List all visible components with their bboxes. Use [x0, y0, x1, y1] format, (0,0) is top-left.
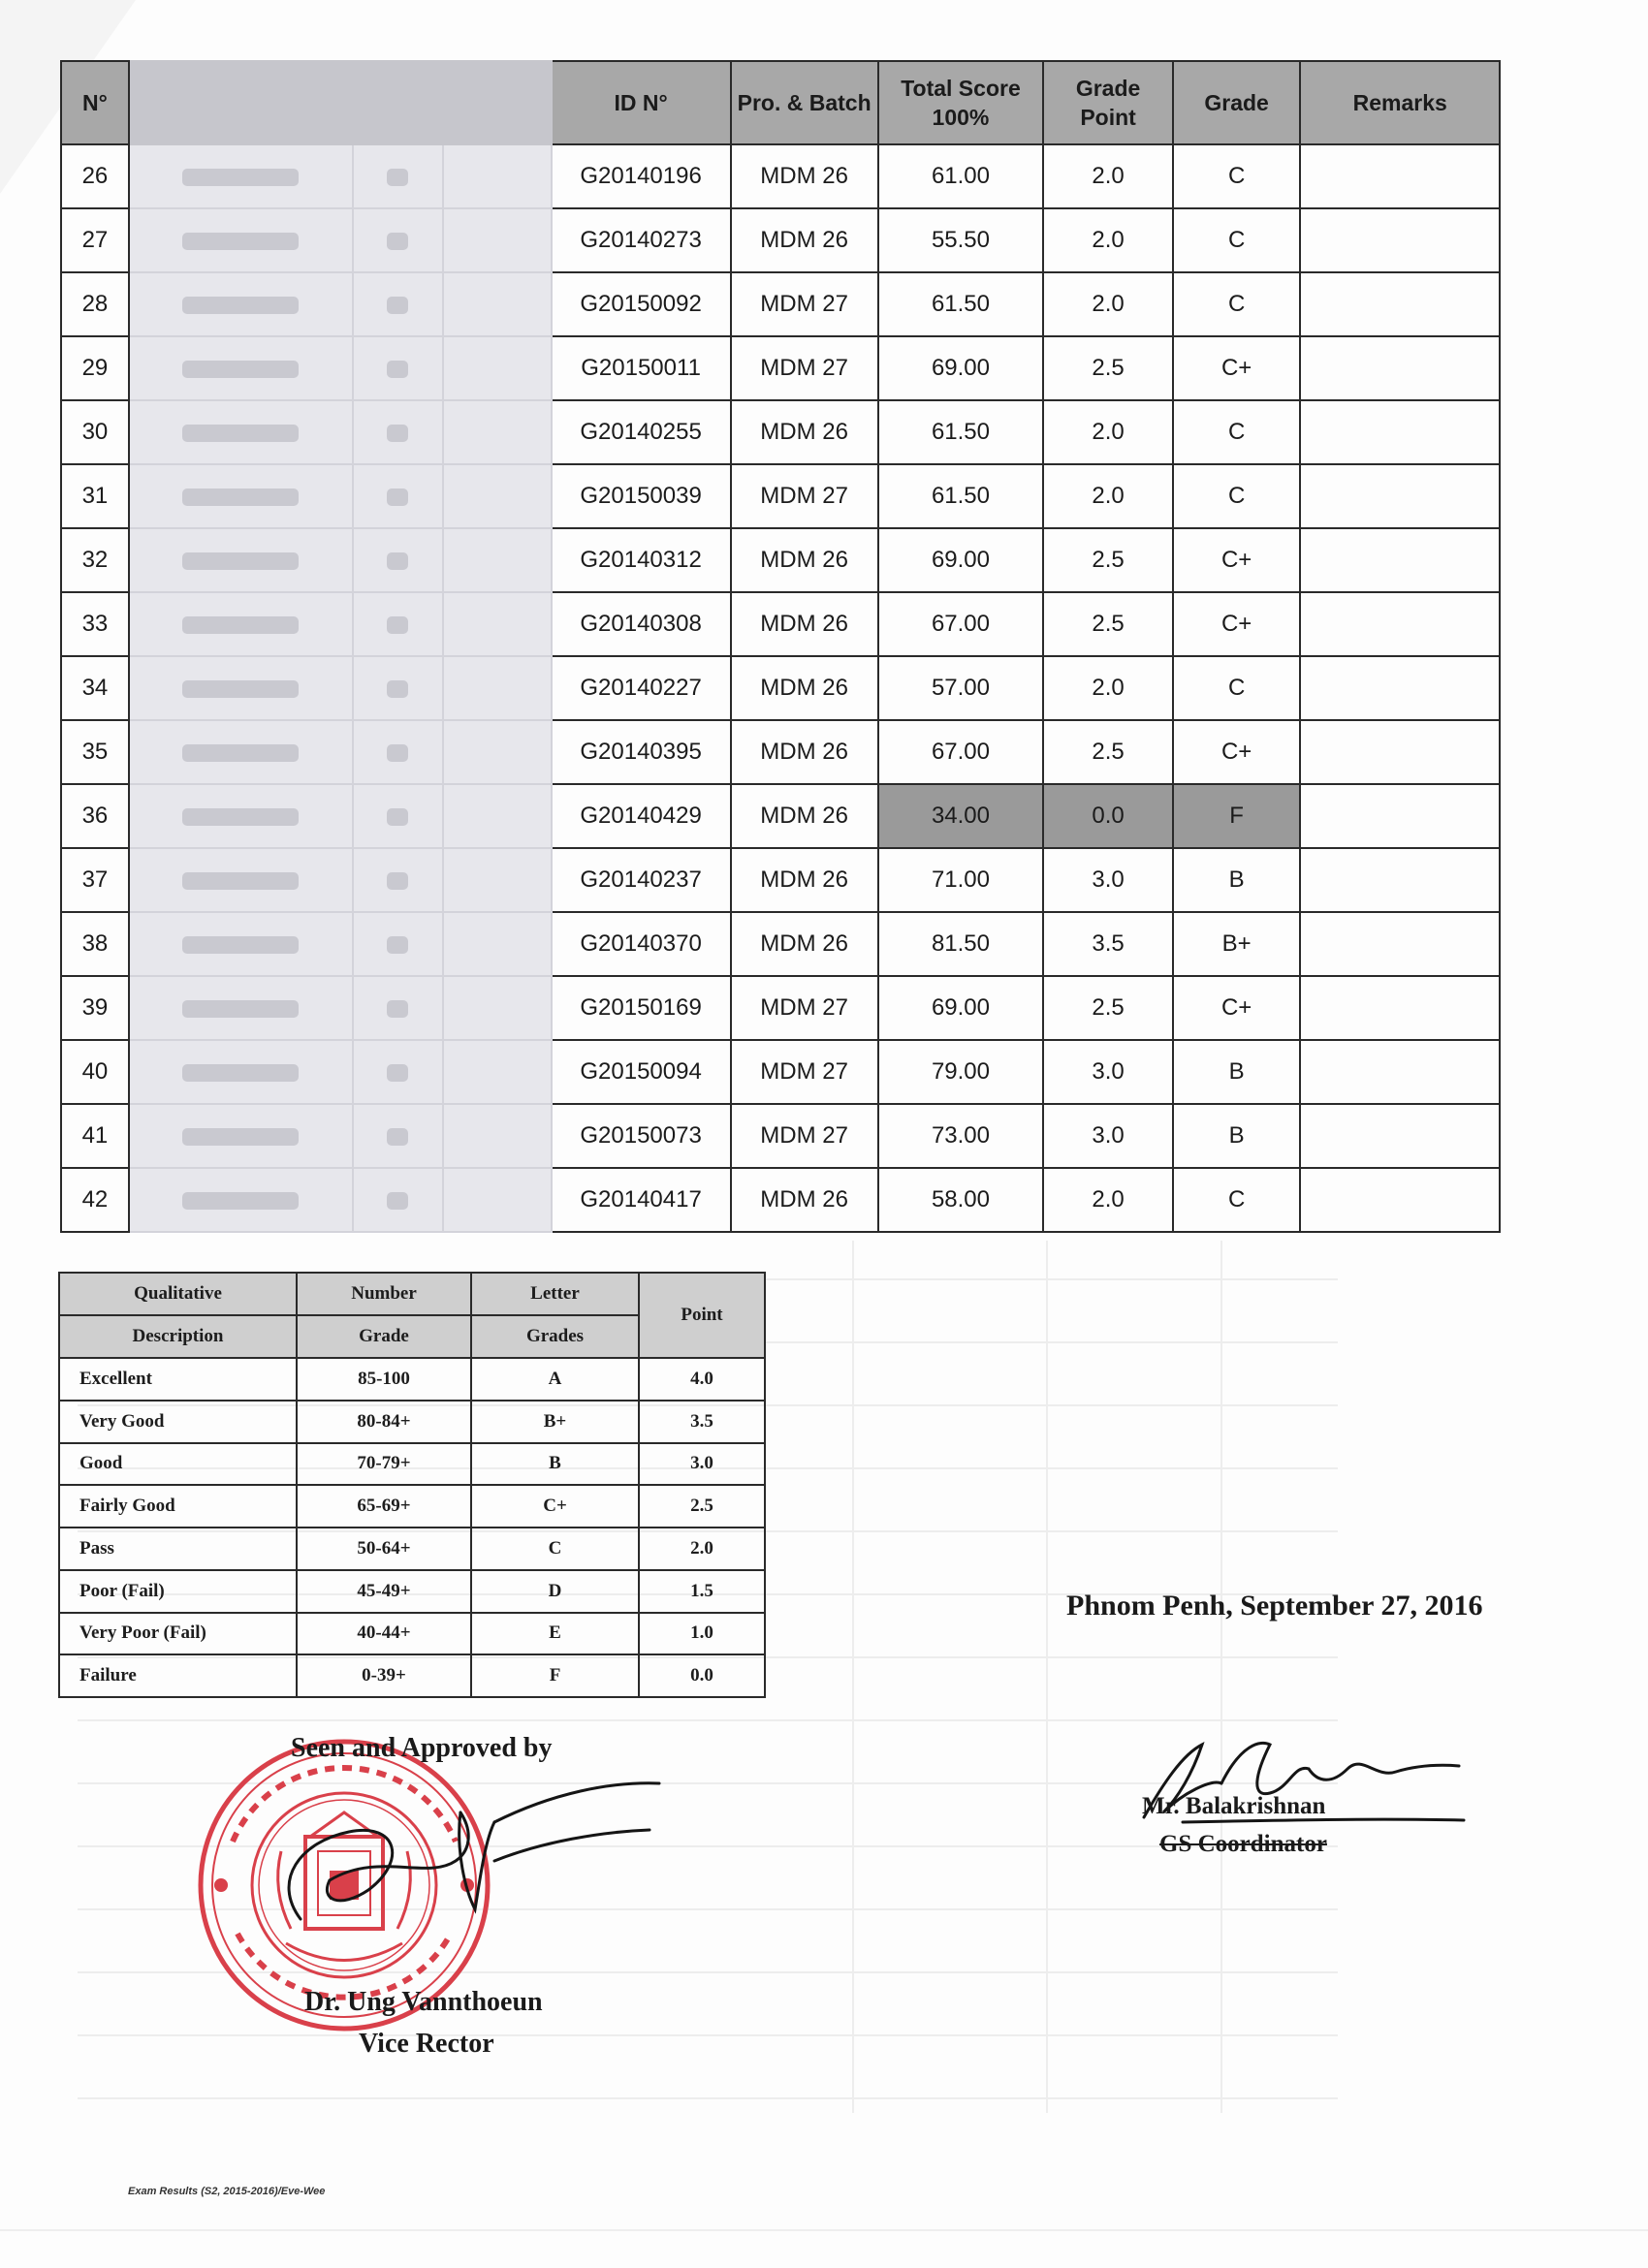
program-batch: MDM 26 — [731, 1168, 878, 1232]
header-remarks: Remarks — [1300, 61, 1500, 144]
row-number: 34 — [61, 656, 129, 720]
scale-header-letter: Letter — [471, 1273, 639, 1315]
scale-description: Fairly Good — [59, 1485, 297, 1528]
vice-rector-name: Dr. Ung Vannthoeun — [304, 1987, 543, 2017]
student-id: G20140429 — [552, 784, 731, 848]
scale-letter: A — [471, 1358, 639, 1401]
sex-redacted — [353, 1104, 442, 1168]
scale-row — [59, 1485, 765, 1528]
redacted-cell — [443, 1168, 552, 1232]
row-number: 36 — [61, 784, 129, 848]
scale-point: 3.0 — [639, 1443, 765, 1486]
program-batch: MDM 26 — [731, 144, 878, 208]
remarks-cell — [1300, 848, 1500, 912]
row-number: 26 — [61, 144, 129, 208]
table-row — [61, 400, 1500, 464]
remarks-cell — [1300, 1168, 1500, 1232]
table-row — [61, 848, 1500, 912]
redacted-cell — [443, 144, 552, 208]
footer-reference: Exam Results (S2, 2015-2016)/Eve-Wee — [128, 2186, 326, 2197]
sex-redacted — [353, 272, 442, 336]
scale-header-point: Point — [639, 1273, 765, 1358]
student-name-redacted — [129, 720, 353, 784]
student-name-redacted — [129, 400, 353, 464]
sex-redacted — [353, 848, 442, 912]
remarks-cell — [1300, 592, 1500, 656]
grade-point: 2.0 — [1043, 400, 1173, 464]
sex-redacted — [353, 784, 442, 848]
grade-point: 2.5 — [1043, 336, 1173, 400]
letter-grade: C — [1173, 272, 1301, 336]
student-name-redacted — [129, 848, 353, 912]
student-name-redacted — [129, 144, 353, 208]
row-number: 40 — [61, 1040, 129, 1104]
scale-row — [59, 1528, 765, 1570]
program-batch: MDM 26 — [731, 848, 878, 912]
redacted-cell — [443, 976, 552, 1040]
program-batch: MDM 26 — [731, 784, 878, 848]
scale-point: 2.5 — [639, 1485, 765, 1528]
remarks-cell — [1300, 1040, 1500, 1104]
header-program: Pro. & Batch — [731, 61, 878, 144]
results-table — [60, 60, 1501, 1233]
program-batch: MDM 26 — [731, 656, 878, 720]
row-number: 32 — [61, 528, 129, 592]
header-grade: Grade — [1173, 61, 1301, 144]
student-name-redacted — [129, 912, 353, 976]
header-score-line2: 100% — [932, 105, 990, 130]
total-score: 69.00 — [878, 336, 1044, 400]
redacted-cell — [443, 1040, 552, 1104]
student-name-redacted — [129, 272, 353, 336]
grade-point: 3.5 — [1043, 912, 1173, 976]
total-score: 69.00 — [878, 528, 1044, 592]
remarks-cell — [1300, 1104, 1500, 1168]
letter-grade: B+ — [1173, 912, 1301, 976]
student-name-redacted — [129, 784, 353, 848]
scale-description: Good — [59, 1443, 297, 1486]
grade-point: 2.0 — [1043, 144, 1173, 208]
redacted-cell — [443, 528, 552, 592]
scale-range: 85-100 — [297, 1358, 471, 1401]
letter-grade: C+ — [1173, 592, 1301, 656]
header-no: N° — [61, 61, 129, 144]
student-id: G20150092 — [552, 272, 731, 336]
total-score: 67.00 — [878, 592, 1044, 656]
sex-redacted — [353, 144, 442, 208]
total-score: 61.50 — [878, 400, 1044, 464]
scale-description: Failure — [59, 1654, 297, 1697]
redacted-cell — [443, 336, 552, 400]
program-batch: MDM 26 — [731, 720, 878, 784]
program-batch: MDM 26 — [731, 400, 878, 464]
student-name-redacted — [129, 528, 353, 592]
place-and-date: Phnom Penh, September 27, 2016 — [1066, 1590, 1483, 1622]
letter-grade: C — [1173, 464, 1301, 528]
redacted-cell — [443, 272, 552, 336]
redacted-cell — [443, 784, 552, 848]
row-number: 31 — [61, 464, 129, 528]
header-spacer-redacted — [443, 61, 552, 144]
sex-redacted — [353, 912, 442, 976]
total-score: 58.00 — [878, 1168, 1044, 1232]
remarks-cell — [1300, 144, 1500, 208]
student-name-redacted — [129, 1104, 353, 1168]
remarks-cell — [1300, 720, 1500, 784]
grade-point: 3.0 — [1043, 848, 1173, 912]
redacted-cell — [443, 1104, 552, 1168]
grade-point: 2.5 — [1043, 976, 1173, 1040]
scale-letter: C — [471, 1528, 639, 1570]
scale-range: 0-39+ — [297, 1654, 471, 1697]
sex-redacted — [353, 592, 442, 656]
sex-redacted — [353, 1040, 442, 1104]
letter-grade: B — [1173, 1104, 1301, 1168]
scale-row — [59, 1570, 765, 1613]
letter-grade: F — [1173, 784, 1301, 848]
redacted-cell — [443, 400, 552, 464]
letter-grade: C+ — [1173, 336, 1301, 400]
scale-row — [59, 1443, 765, 1486]
scale-header-description: Description — [59, 1315, 297, 1358]
student-id: G20150011 — [552, 336, 731, 400]
row-number: 35 — [61, 720, 129, 784]
scale-row — [59, 1358, 765, 1401]
table-row — [61, 656, 1500, 720]
letter-grade: C — [1173, 656, 1301, 720]
redacted-cell — [443, 464, 552, 528]
student-name-redacted — [129, 336, 353, 400]
scale-header-qualitative: Qualitative — [59, 1273, 297, 1315]
scale-row — [59, 1613, 765, 1655]
remarks-cell — [1300, 464, 1500, 528]
total-score: 34.00 — [878, 784, 1044, 848]
grade-point: 2.0 — [1043, 1168, 1173, 1232]
table-row — [61, 1168, 1500, 1232]
student-id: G20140308 — [552, 592, 731, 656]
remarks-cell — [1300, 272, 1500, 336]
sex-redacted — [353, 464, 442, 528]
grade-point: 2.5 — [1043, 528, 1173, 592]
program-batch: MDM 27 — [731, 976, 878, 1040]
header-grade-point — [1043, 61, 1173, 144]
grade-point: 3.0 — [1043, 1040, 1173, 1104]
student-id: G20150073 — [552, 1104, 731, 1168]
total-score: 71.00 — [878, 848, 1044, 912]
student-id: G20140255 — [552, 400, 731, 464]
grade-point: 3.0 — [1043, 1104, 1173, 1168]
grade-point: 2.0 — [1043, 208, 1173, 272]
scale-letter: D — [471, 1570, 639, 1613]
sex-redacted — [353, 208, 442, 272]
program-batch: MDM 27 — [731, 464, 878, 528]
program-batch: MDM 26 — [731, 528, 878, 592]
scale-point: 2.0 — [639, 1528, 765, 1570]
grade-point: 2.0 — [1043, 464, 1173, 528]
total-score: 79.00 — [878, 1040, 1044, 1104]
scale-description: Very Good — [59, 1401, 297, 1443]
table-row — [61, 592, 1500, 656]
redacted-cell — [443, 592, 552, 656]
letter-grade: C+ — [1173, 976, 1301, 1040]
remarks-cell — [1300, 208, 1500, 272]
redacted-cell — [443, 912, 552, 976]
student-name-redacted — [129, 464, 353, 528]
scale-header-number: Number — [297, 1273, 471, 1315]
letter-grade: C+ — [1173, 720, 1301, 784]
remarks-cell — [1300, 656, 1500, 720]
header-sex-redacted — [353, 61, 442, 144]
scale-range: 50-64+ — [297, 1528, 471, 1570]
table-row — [61, 528, 1500, 592]
program-batch: MDM 27 — [731, 1040, 878, 1104]
sex-redacted — [353, 336, 442, 400]
bottom-rule — [0, 2229, 1648, 2231]
scale-description: Poor (Fail) — [59, 1570, 297, 1613]
header-score-line1: Total Score — [901, 76, 1021, 101]
total-score: 57.00 — [878, 656, 1044, 720]
letter-grade: C — [1173, 208, 1301, 272]
header-gp-line2: Point — [1080, 105, 1136, 130]
sex-redacted — [353, 400, 442, 464]
grade-point: 2.0 — [1043, 656, 1173, 720]
scale-header-grades: Grades — [471, 1315, 639, 1358]
scale-range: 40-44+ — [297, 1613, 471, 1655]
vice-rector-title: Vice Rector — [359, 2029, 494, 2059]
remarks-cell — [1300, 976, 1500, 1040]
sex-redacted — [353, 1168, 442, 1232]
row-number: 33 — [61, 592, 129, 656]
student-id: G20140237 — [552, 848, 731, 912]
coordinator-name: Mr. Balakrishnan — [1142, 1793, 1326, 1819]
seen-and-approved-heading: Seen and Approved by — [291, 1733, 553, 1763]
scale-header-row-1 — [59, 1273, 765, 1315]
scale-point: 1.5 — [639, 1570, 765, 1613]
remarks-cell — [1300, 528, 1500, 592]
remarks-cell — [1300, 336, 1500, 400]
program-batch: MDM 26 — [731, 912, 878, 976]
scale-point: 4.0 — [639, 1358, 765, 1401]
total-score: 61.50 — [878, 272, 1044, 336]
row-number: 39 — [61, 976, 129, 1040]
remarks-cell — [1300, 912, 1500, 976]
scale-description: Very Poor (Fail) — [59, 1613, 297, 1655]
program-batch: MDM 26 — [731, 208, 878, 272]
letter-grade: C+ — [1173, 528, 1301, 592]
table-row — [61, 1040, 1500, 1104]
table-row — [61, 1104, 1500, 1168]
total-score: 67.00 — [878, 720, 1044, 784]
total-score: 73.00 — [878, 1104, 1044, 1168]
student-id: G20140312 — [552, 528, 731, 592]
table-row — [61, 784, 1500, 848]
header-name-redacted — [129, 61, 353, 144]
scale-row — [59, 1654, 765, 1697]
scale-letter: B — [471, 1443, 639, 1486]
scale-range: 70-79+ — [297, 1443, 471, 1486]
grade-point: 2.5 — [1043, 720, 1173, 784]
program-batch: MDM 27 — [731, 1104, 878, 1168]
table-row — [61, 336, 1500, 400]
row-number: 42 — [61, 1168, 129, 1232]
table-row — [61, 976, 1500, 1040]
student-id: G20140273 — [552, 208, 731, 272]
student-name-redacted — [129, 208, 353, 272]
row-number: 28 — [61, 272, 129, 336]
letter-grade: C — [1173, 144, 1301, 208]
row-number: 41 — [61, 1104, 129, 1168]
student-name-redacted — [129, 592, 353, 656]
total-score: 69.00 — [878, 976, 1044, 1040]
scale-letter: E — [471, 1613, 639, 1655]
student-name-redacted — [129, 656, 353, 720]
student-name-redacted — [129, 1040, 353, 1104]
sex-redacted — [353, 720, 442, 784]
scale-range: 45-49+ — [297, 1570, 471, 1613]
total-score: 61.50 — [878, 464, 1044, 528]
total-score: 61.00 — [878, 144, 1044, 208]
grade-point: 0.0 — [1043, 784, 1173, 848]
program-batch: MDM 27 — [731, 336, 878, 400]
redacted-cell — [443, 848, 552, 912]
student-name-redacted — [129, 976, 353, 1040]
student-id: G20150094 — [552, 1040, 731, 1104]
scale-point: 3.5 — [639, 1401, 765, 1443]
remarks-cell — [1300, 400, 1500, 464]
grade-point: 2.5 — [1043, 592, 1173, 656]
table-row — [61, 208, 1500, 272]
student-id: G20140196 — [552, 144, 731, 208]
row-number: 30 — [61, 400, 129, 464]
scale-description: Pass — [59, 1528, 297, 1570]
letter-grade: B — [1173, 848, 1301, 912]
redacted-cell — [443, 720, 552, 784]
row-number: 38 — [61, 912, 129, 976]
table-row — [61, 144, 1500, 208]
student-id: G20140370 — [552, 912, 731, 976]
student-id: G20140395 — [552, 720, 731, 784]
grading-scale-table — [58, 1272, 766, 1698]
student-id: G20150039 — [552, 464, 731, 528]
scale-range: 80-84+ — [297, 1401, 471, 1443]
row-number: 27 — [61, 208, 129, 272]
letter-grade: B — [1173, 1040, 1301, 1104]
sex-redacted — [353, 976, 442, 1040]
scale-header-grade: Grade — [297, 1315, 471, 1358]
total-score: 55.50 — [878, 208, 1044, 272]
header-id: ID N° — [552, 61, 731, 144]
remarks-cell — [1300, 784, 1500, 848]
row-number: 29 — [61, 336, 129, 400]
redacted-cell — [443, 656, 552, 720]
scale-point: 0.0 — [639, 1654, 765, 1697]
letter-grade: C — [1173, 1168, 1301, 1232]
table-row — [61, 912, 1500, 976]
sex-redacted — [353, 528, 442, 592]
letter-grade: C — [1173, 400, 1301, 464]
program-batch: MDM 27 — [731, 272, 878, 336]
header-gp-line1: Grade — [1075, 76, 1141, 101]
scale-range: 65-69+ — [297, 1485, 471, 1528]
header-score — [878, 61, 1044, 144]
scale-letter: C+ — [471, 1485, 639, 1528]
scale-letter: B+ — [471, 1401, 639, 1443]
program-batch: MDM 26 — [731, 592, 878, 656]
total-score: 81.50 — [878, 912, 1044, 976]
coordinator-title: GS Coordinator — [1159, 1831, 1327, 1857]
vice-rector-signature — [262, 1774, 669, 1958]
redacted-cell — [443, 208, 552, 272]
student-id: G20140417 — [552, 1168, 731, 1232]
student-id: G20150169 — [552, 976, 731, 1040]
student-name-redacted — [129, 1168, 353, 1232]
student-id: G20140227 — [552, 656, 731, 720]
scale-description: Excellent — [59, 1358, 297, 1401]
scale-letter: F — [471, 1654, 639, 1697]
scale-row — [59, 1401, 765, 1443]
grade-point: 2.0 — [1043, 272, 1173, 336]
table-row — [61, 464, 1500, 528]
row-number: 37 — [61, 848, 129, 912]
results-header-row — [61, 61, 1500, 144]
table-row — [61, 272, 1500, 336]
sex-redacted — [353, 656, 442, 720]
table-row — [61, 720, 1500, 784]
scale-point: 1.0 — [639, 1613, 765, 1655]
